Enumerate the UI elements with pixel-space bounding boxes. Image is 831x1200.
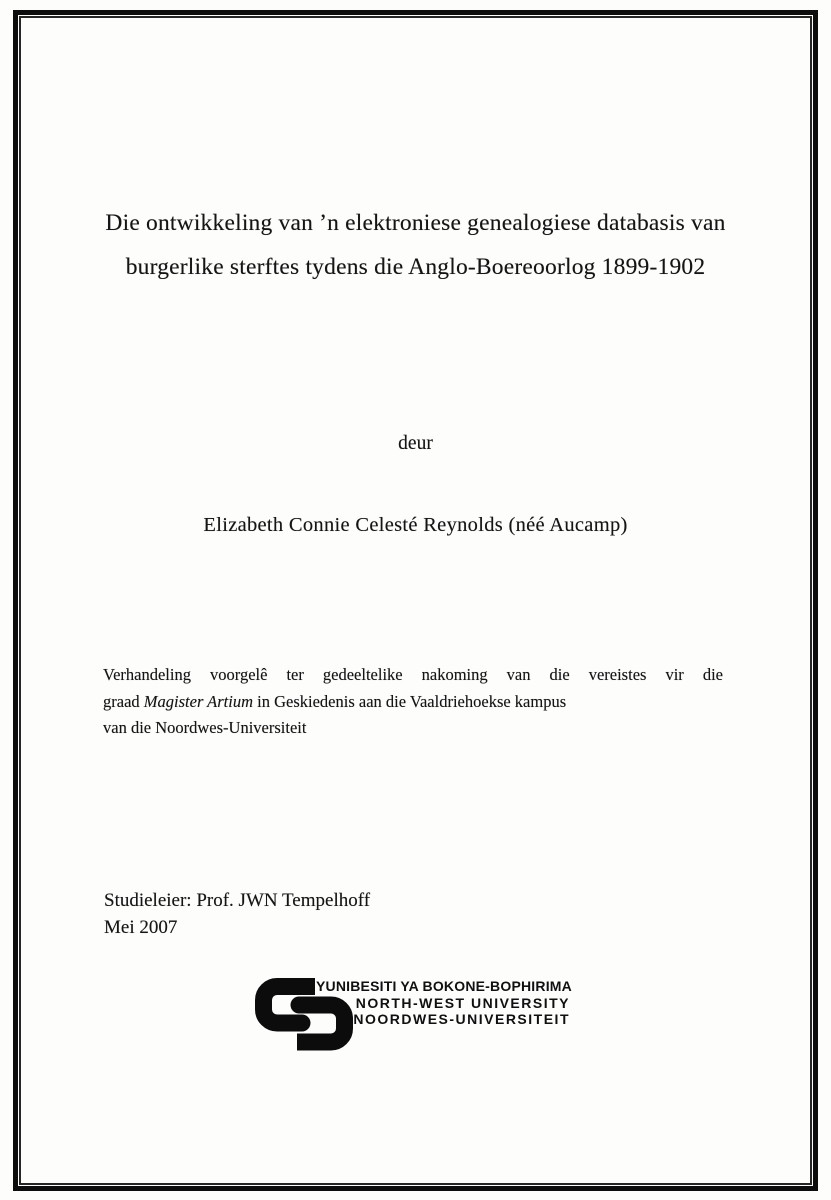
title-line-2: burgerlike sterftes tydens die Anglo-Boereoorlog 1899-1902 [125,254,706,280]
thesis-title [0,201,831,289]
logo-line-afrikaans: NOORDWES-UNIVERSITEIT [353,1011,570,1027]
byline-prefix: deur [398,433,433,454]
date-line: Mei 2007 [104,916,178,938]
supervisor-date-block [104,888,370,941]
statement-line-1: Verhandeling voorgelê ter gedeeltelike nakoming van die vereistes vir die [103,665,723,684]
author-name: Elizabeth Connie Celesté Reynolds (néé Aucamp) [203,514,628,536]
logo-line-setswana: YUNIBESITI YA BOKONE-BOPHIRIMA [316,978,572,994]
statement-line-2-post: in Geskiedenis aan die Vaaldriehoekse kampus [253,691,567,711]
statement-line-2-pre: graad [103,691,144,711]
logo-line-english: NORTH-WEST UNIVERSITY [355,994,570,1011]
degree-statement [103,662,723,742]
university-logo-text [316,978,570,1028]
title-line-1: Die ontwikkeling van ’n elektroniese genealogiese databasis van [105,210,726,236]
statement-line-2 [103,689,723,716]
statement-line-3: van die Noordwes-Universiteit [103,718,307,737]
supervisor-line: Studieleier: Prof. JWN Tempelhoff [104,890,371,911]
degree-name: Magister Artium [143,691,254,711]
